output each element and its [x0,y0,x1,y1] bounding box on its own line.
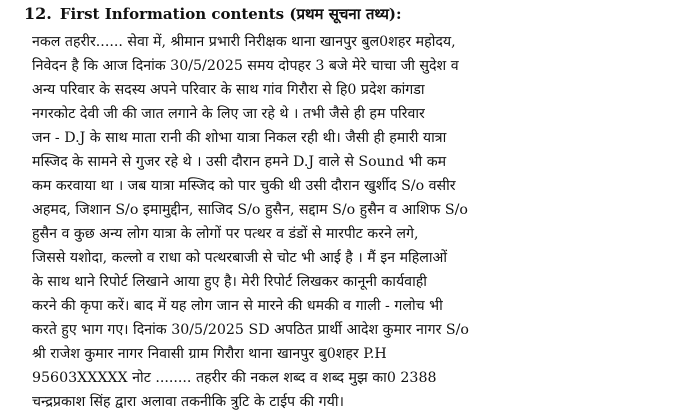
fir-contents-body [32,30,696,414]
body-line-3: अन्य परिवार के सदस्य अपने परिवार के साथ गांव गिरौरा से हि0 प्रदेश कांगडा [32,82,425,98]
body-line-8: अहमद, जिशान S/o इमामुद्दीन, साजिद S/o हुसैन, सद्दाम S/o हुसैन व आशिफ S/o [32,202,468,218]
body-line-12: करने की कृपा करें। बाद में यह लोग जान से मारने की धमकी व गाली - गलोच भी [32,298,443,314]
body-line-5: जन - D.J के साथ माता रानी की शोभा यात्रा निकल रही थी। जैसी ही हमारी यात्रा [32,130,447,146]
section-title: First Information contents (प्रथम सूचना तथ्य): [59,5,402,23]
body-line-2: निवेदन है कि आज दिनांक 30/5/2025 समय दोपहर 3 बजे मेरे चाचा जी सुदेश व [32,58,459,74]
body-line-6: मस्जिद के सामने से गुजर रहे थे । उसी दौरान हमने D.J वाले से Sound भी कम [32,154,447,170]
body-line-11: के साथ थाने रिपोर्ट लिखाने आया हुए है। मेरी रिपोर्ट लिखकर कानूनी कार्यवाही [32,274,427,290]
body-line-7: कम करवाया था । जब यात्रा मस्जिद को पार चुकी थी उसी दौरान खुर्शीद S/o वसीर [32,178,456,194]
body-line-15: 95603XXXXX नोट ........ तहरीर की नकल शब्द व शब्द मुझ का0 2388 [32,370,437,386]
body-line-14: श्री राजेश कुमार नागर निवासी ग्राम गिरौरा थाना खानपुर बु0शहर P.H [32,346,387,362]
section-heading [24,4,402,24]
body-line-9: हुसैन व कुछ अन्य लोग यात्रा के लोगों पर पत्थर व डंडों से मारपीट करने लगे, [32,226,419,242]
body-line-13: करते हुए भाग गए। दिनांक 30/5/2025 SD अपठित प्रार्थी आदेश कुमार नागर S/o [32,322,469,338]
body-line-1: नकल तहरीर...... सेवा में, श्रीमान प्रभारी निरीक्षक थाना खानपुर बुल0शहर महोदय, [32,34,456,50]
body-line-4: नगरकोट देवी जी की जात लगाने के लिए जा रहे थे । तभी जैसे ही हम परिवार [32,106,425,122]
section-number: 12. [24,4,52,23]
body-line-10: जिससे यशोदा, कल्लो व राधा को पत्थरबाजी से चोट भी आई है । मैं इन महिलाओं [32,250,448,266]
body-line-16: चन्द्रप्रकाश सिंह द्वारा अलावा तकनीकि त्रुटि के टाईप की गयी। [32,394,344,410]
